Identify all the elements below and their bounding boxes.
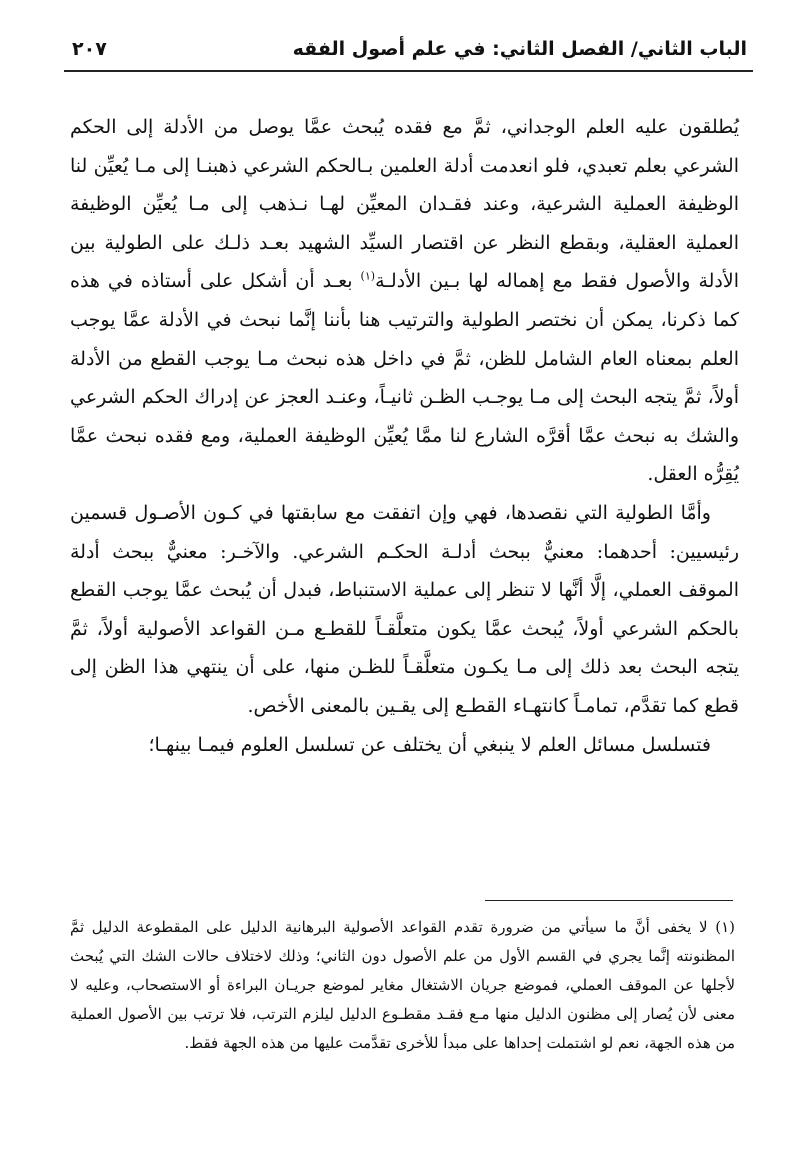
main-text — [70, 108, 739, 764]
footnote-reference: (١) — [360, 270, 376, 284]
footnote-text: (١) لا يخفى أنَّ ما سيأتي من ضرورة تقدم القواعد الأصولية البرهانية الدليل على المقطوعة الدليل ثمَّ المظنونته إنَّما يجري في القسم الأول من علم الأصول دون الثاني؛ وذلك لاختلاف حالات الشك التي يُبحث لأجلها عن الموقف العملي، فموضع جريان الاشتغال مغاير لموضع جريـان البراءة أو الاستصحاب، وعليه لا معنى لأن يُصار إلى مظنون الدليل منها مـع فقـد مقطـوع الدليل ليلزم الترتب، فلا ترتب بين الأصول العملية من هذه الجهة، نعم لو اشتملت إحداها على مبدأ للأخرى تقدَّمت عليها من هذه الجهة فقط. — [70, 918, 735, 1052]
page-number: ٢٠٧ — [72, 38, 107, 60]
header-rule — [64, 70, 753, 72]
footnote — [70, 913, 735, 1058]
paragraph: وأمَّا الطولية التي نقصدها، فهي وإن اتفقت مع سابقتها في كـون الأصـول قسمين رئيسيين: أحدهما: معنيٌّ ببحث أدلـة الحكـم الشرعي. والآخـر: معنيٌّ ببحث أدلة الموقف العملي، إلَّا أنَّها لا تنظر إلى عملية الاستنباط، فبدل أن يُبحث عمَّا يوجب القطع بالحكم الشرعي أولاً، يُبحث عمَّا يكون متعلَّقـاً للقطـع مـن القواعد الأصولية أولاً، ثمَّ يتجه البحث بعد ذلك إلى مـا يكـون متعلَّقـاً للظـن منها، على أن ينتهي هذا الظن إلى قطع كما تقدَّم، تمامـاً كانتهـاء القطـع إلى يقـين بالمعنى الأخص. — [70, 501, 739, 717]
paragraph-text: يُطلقون عليه العلم الوجداني، ثمَّ مع فقده يُبحث عمَّا يوصل من الأدلة إلى الحكم الشرعي بعلم تعبدي، فلو انعدمت أدلة العلمين بـالحكم الشرعي ذهبنـا إلى مـا يُعيِّن لنا الوظيفة العملية الشرعية، وعند فقـدان المعيِّن لهـا نـذهب إلى مـا يُعيِّن الوظيفة العملية العقلية، وبقطع النظر عن اقتصار السيِّد الشهيد بعـد ذلـك على الطولية بين الأدلة والأصول فقط مع إهماله لها بـين الأدلـة — [70, 116, 739, 293]
paragraph — [70, 108, 739, 494]
running-header — [72, 32, 747, 66]
paragraph-text: بعـد أن أشكل على أستاذه في هذه كما ذكرنا، يمكن أن نختصر الطولية والترتيب هنا بأننا إنَّما نبحث في الأدلة عمَّا يوجب العلم بمعناه العام الشامل للظن، ثمَّ في داخل هذه نبحث مـا يوجب القطع من الأدلة أولاً، ثمَّ يتجه البحث إلى مـا يوجـب الظـن ثانيـاً، وعنـد العجز عن إدراك الحكم الشرعي والشك به نبحث عمَّا أقرَّه الشارع لنا ممَّا يُعيِّن الوظيفة العملية، ومع فقده نبحث عمَّا يُقِرُّه العقل. — [70, 270, 739, 486]
chapter-title: الباب الثاني/ الفصل الثاني: في علم أصول الفقه — [292, 38, 747, 60]
footnote-separator — [485, 900, 733, 901]
paragraph: فتسلسل مسائل العلم لا ينبغي أن يختلف عن تسلسل العلوم فيمـا بينهـا؛ — [148, 733, 711, 756]
